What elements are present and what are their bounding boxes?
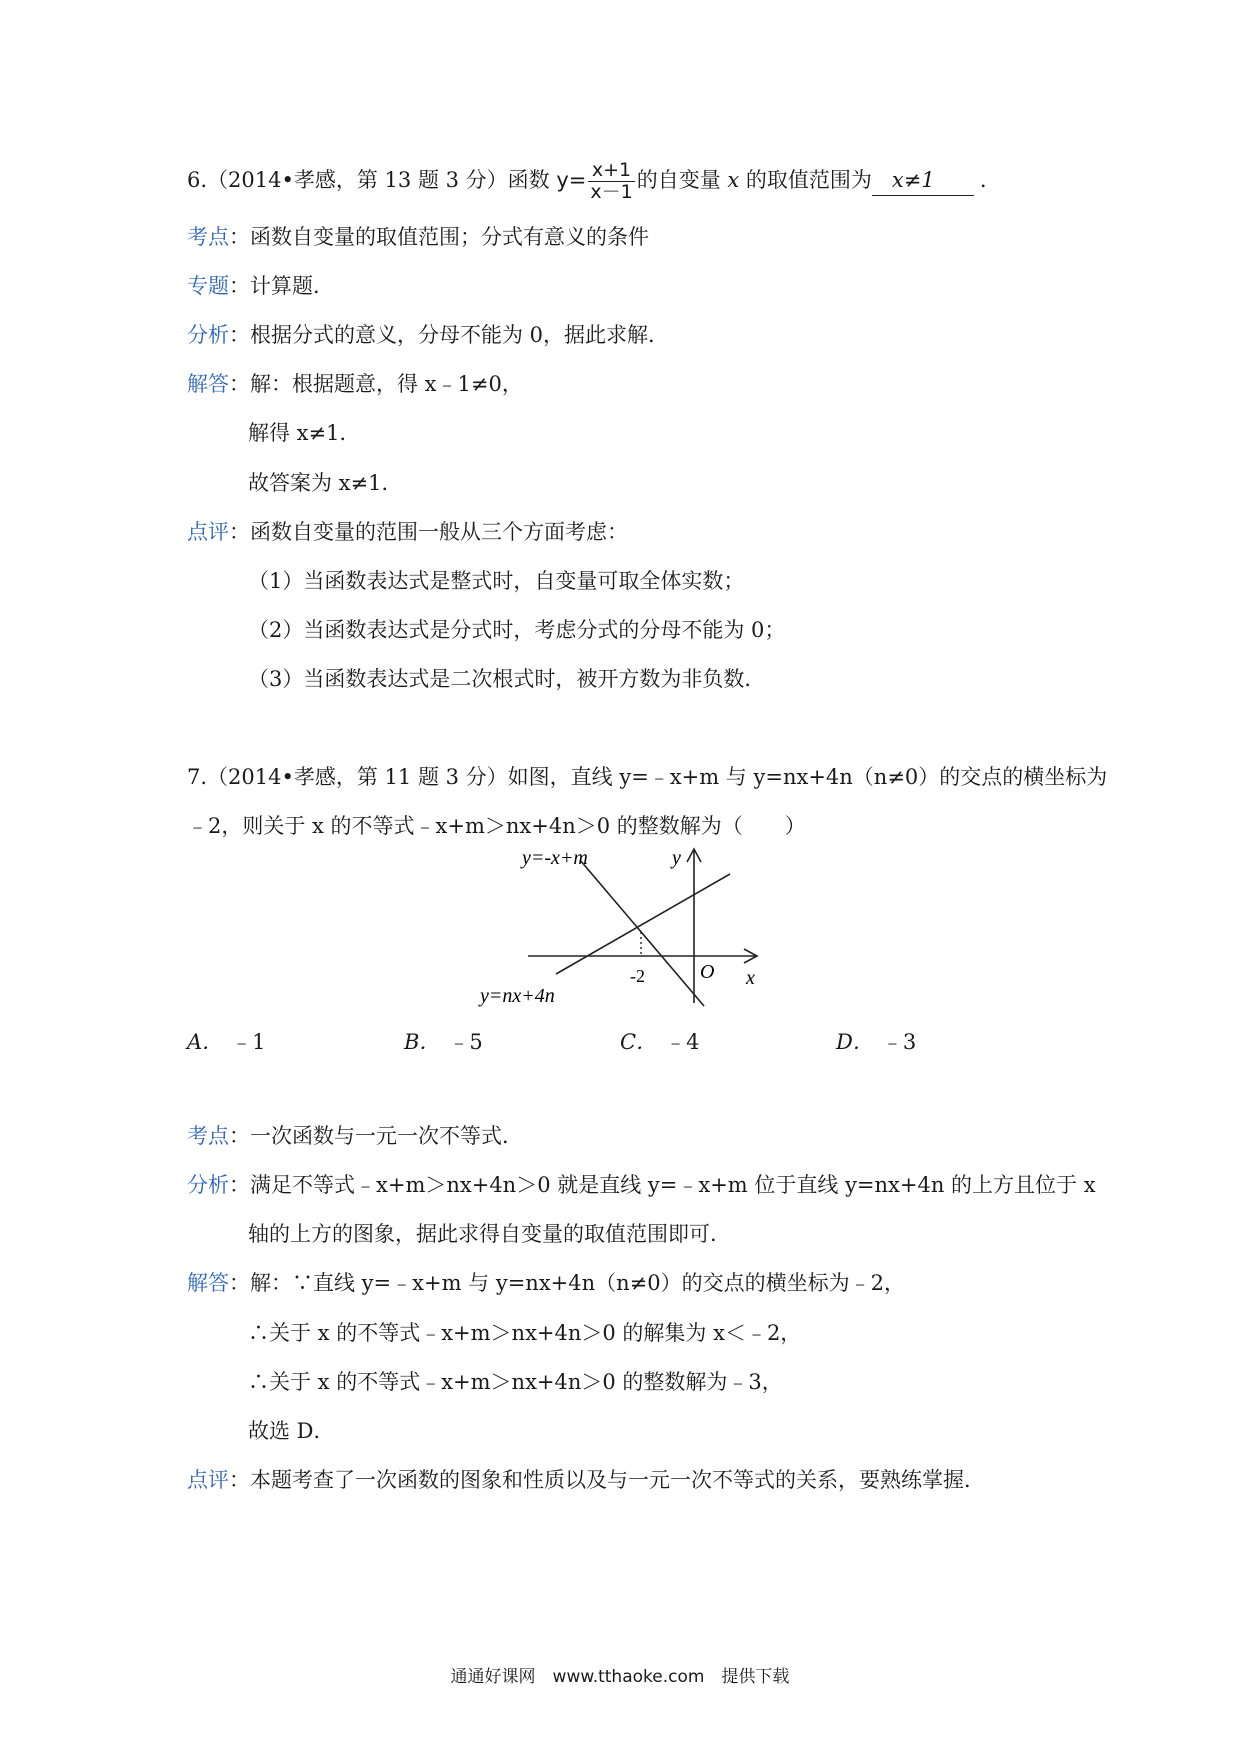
- q7-jieda: [187, 1268, 905, 1298]
- q7-fenxi-line1: ：满足不等式﹣x+m＞nx+4n＞0 就是直线 y=﹣x+m 位于直线 y=nx+4n 的上方且位于 x: [229, 1173, 1096, 1197]
- q6-middle2: 的取值范围为: [739, 168, 872, 192]
- q6-frac-numerator: x+1: [588, 160, 634, 182]
- q7-fenxi: [187, 1170, 1096, 1200]
- q6-prefix: 6.（2014•孝感，第 13 题 3 分）函数: [187, 168, 557, 192]
- q6-jieda-line1: ：解：根据题意，得 x﹣1≠0，: [229, 372, 523, 396]
- q7-stem-line1: 7.（2014•孝感，第 11 题 3 分）如图，直线 y=﹣x+m 与 y=nx+4n（n≠0）的交点的横坐标为: [187, 765, 1108, 789]
- q6-zhuanti-text: ：计算题．: [229, 274, 334, 298]
- option-c-value: ﹣4: [665, 1030, 700, 1054]
- q7-option-d[interactable]: [836, 1027, 916, 1057]
- q6-middle1: 的自变量: [636, 168, 728, 192]
- line-nx-plus-4n: [556, 874, 730, 974]
- label-line1: y=-x+m: [522, 847, 588, 869]
- q7-stem-line2: ﹣2，则关于 x 的不等式﹣x+m＞nx+4n＞0 的整数解为（ ）: [187, 814, 806, 838]
- q7-jieda-line1: ：解：∵直线 y=﹣x+m 与 y=nx+4n（n≠0）的交点的横坐标为﹣2，: [229, 1271, 905, 1295]
- q6-period: .: [979, 168, 987, 192]
- q6-jieda-line3: 故答案为 x≠1．: [248, 471, 403, 495]
- option-a-value: ﹣1: [231, 1030, 266, 1054]
- q6-fraction: [588, 160, 634, 203]
- q6-kaodian-tag: 考点: [187, 225, 229, 249]
- q6-zhuanti: [187, 271, 334, 301]
- label-origin: O: [700, 961, 715, 983]
- q7-dianping-tag: 点评: [187, 1468, 229, 1492]
- option-d-value: ﹣3: [881, 1030, 917, 1054]
- q7-fenxi-line2: 轴的上方的图象，据此求得自变量的取值范围即可．: [248, 1222, 731, 1246]
- q7-jieda-line3: ∴关于 x 的不等式﹣x+m＞nx+4n＞0 的整数解为﹣3，: [248, 1370, 783, 1394]
- label-y-axis: y: [672, 847, 681, 869]
- q6-kaodian: [187, 222, 649, 252]
- option-a-letter: A．: [187, 1030, 224, 1054]
- q7-jieda-line4: 故选 D．: [248, 1419, 335, 1443]
- q6-func-lhs: y=: [556, 168, 587, 192]
- option-b-letter: B．: [404, 1030, 441, 1054]
- q6-zhuanti-tag: 专题: [187, 274, 229, 298]
- label-x-axis: x: [746, 967, 755, 989]
- q7-kaodian-text: ：一次函数与一元一次不等式．: [229, 1124, 523, 1148]
- label-neg-two: -2: [630, 966, 645, 986]
- q6-kaodian-text: ：函数自变量的取值范围；分式有意义的条件: [229, 225, 649, 249]
- q6-dianping-item2: （2）当函数表达式是分式时，考虑分式的分母不能为 0；: [248, 618, 786, 642]
- q6-dianping-text: ：函数自变量的范围一般从三个方面考虑：: [229, 520, 628, 544]
- q6-answer-blank: x≠1: [872, 165, 974, 196]
- q7-kaodian: [187, 1121, 523, 1151]
- page-footer: 通通好课网 www.tthaoke.com 提供下载: [450, 1667, 790, 1687]
- option-c-letter: C．: [620, 1030, 658, 1054]
- q6-jieda: [187, 369, 523, 399]
- q6-fenxi-text: ：根据分式的意义，分母不能为 0，据此求解．: [229, 323, 670, 347]
- q7-option-b[interactable]: [404, 1027, 483, 1057]
- option-b-value: ﹣5: [448, 1030, 483, 1054]
- q6-dianping-item1: （1）当函数表达式是整式时，自变量可取全体实数；: [248, 569, 745, 593]
- q6-fenxi-tag: 分析: [187, 323, 229, 347]
- q6-jieda-line2: 解得 x≠1．: [248, 421, 361, 445]
- q7-option-c[interactable]: [620, 1027, 699, 1057]
- q6-dianping-tag: 点评: [187, 520, 229, 544]
- q6-jieda-tag: 解答: [187, 372, 229, 396]
- label-line2: y=nx+4n: [480, 985, 555, 1007]
- q7-kaodian-tag: 考点: [187, 1124, 229, 1148]
- q6-fenxi: [187, 320, 669, 350]
- q7-jieda-tag: 解答: [187, 1271, 229, 1295]
- q6-dianping: [187, 517, 628, 547]
- q7-dianping-text: ：本题考查了一次函数的图象和性质以及与一元一次不等式的关系，要熟练掌握．: [229, 1468, 985, 1492]
- q7-dianping: [187, 1465, 985, 1495]
- q7-figure: [460, 838, 780, 1013]
- q7-fenxi-tag: 分析: [187, 1173, 229, 1197]
- q6-stem: [187, 160, 987, 203]
- q7-option-a[interactable]: [187, 1027, 266, 1057]
- q6-dianping-item3: （3）当函数表达式是二次根式时，被开方数为非负数．: [248, 667, 766, 691]
- option-d-letter: D．: [836, 1030, 874, 1054]
- q6-var-x: x: [727, 168, 740, 192]
- q7-jieda-line2: ∴关于 x 的不等式﹣x+m＞nx+4n＞0 的解集为 x＜﹣2，: [248, 1321, 802, 1345]
- q6-frac-denominator: x－1: [590, 181, 633, 203]
